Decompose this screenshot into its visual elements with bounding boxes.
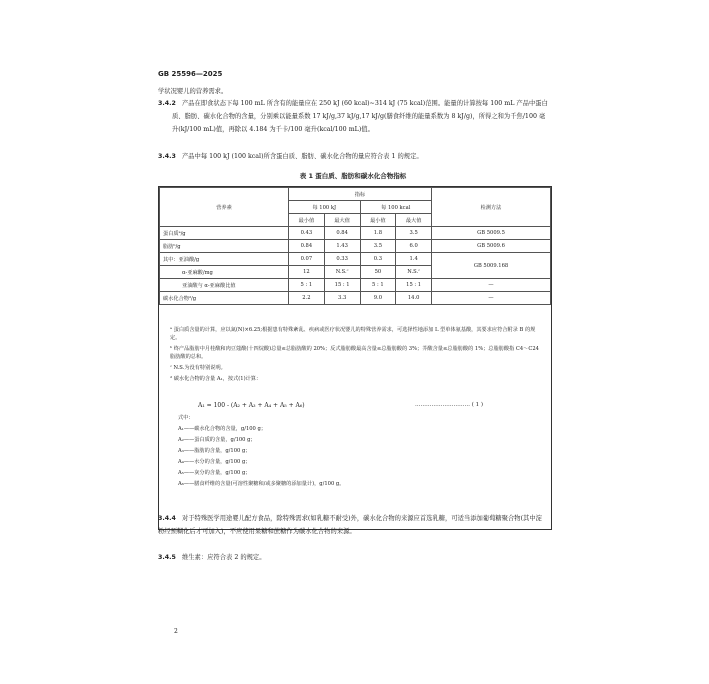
clause-3-4-3 <box>158 150 548 163</box>
cell: — <box>432 279 551 292</box>
cell: 0.07 <box>289 253 325 266</box>
clause-text: 对于特殊医学用途婴儿配方食品，除特殊需求(如乳糖不耐受)外，碳水化合物的来源应首选乳糖，可适当添加葡萄糖聚合物(其中淀粉经预糊化后才可加入)，不应使用果糖和蔗糖作为碳水化合物的来源。 <box>158 515 542 535</box>
header-indicator: 指标 <box>289 188 432 201</box>
formula-number: ………………………… ( 1 ) <box>415 402 484 408</box>
clause-number: 3.4.3 <box>158 153 176 160</box>
table-title: 表 1 蛋白质、脂肪和碳水化合物指标 <box>299 172 407 180</box>
cell: 0.84 <box>324 227 360 240</box>
cell: 蛋白质ᵃ/g <box>160 227 289 240</box>
clause-text: 产品在即食状态下每 100 mL 所含有的能量应在 250 kJ (60 kcal)~314 kJ (75 kcal)范围。能量的计算按每 100 mL 产品中蛋白质、脂肪、碳水化合物的含量，分别乘以能量系数 17 kJ/g,37 kJ/g,17 kJ/g(膳食纤维的能量系数为 8 kJ/g)，所得之和为千焦/100 毫升(kJ/100 mL)值，再除以 4.184 为千卡/100 毫升(kcal/100 mL)值。 <box>172 100 548 133</box>
cell: 15 : 1 <box>324 279 360 292</box>
clause-number: 3.4.5 <box>158 554 176 561</box>
table-notes <box>170 326 540 386</box>
table-row <box>160 279 551 292</box>
table-row <box>160 253 551 266</box>
header-per-100kj: 每 100 kJ <box>289 201 361 214</box>
cell: 脂肪ᵇ/g <box>160 240 289 253</box>
cell: 2.2 <box>289 292 325 305</box>
cell: 3.5 <box>360 240 396 253</box>
clause-number: 3.4.2 <box>158 100 176 107</box>
cell: 3.5 <box>396 227 432 240</box>
symbol-def: A₂——蛋白质的含量，g/100 g； <box>178 437 256 443</box>
symbol-def: A₅——灰分的含量，g/100 g； <box>178 470 251 476</box>
cell: 5 : 1 <box>360 279 396 292</box>
clause-3-4-2 <box>158 97 548 136</box>
intro-line: 学状况婴儿的营养需求。 <box>158 88 228 95</box>
header-min: 最小值 <box>360 214 396 227</box>
clause-text: 维生素：应符合表 2 的规定。 <box>181 554 266 561</box>
symbol-def: A₃——脂肪的含量，g/100 g； <box>178 448 251 454</box>
standard-code: GB 25596—2025 <box>158 70 223 78</box>
note-d: ᵈ 碳水化合物的含量 A₁，按式(1)计算： <box>170 376 262 382</box>
header-max: 最大值 <box>324 214 360 227</box>
table-row <box>160 292 551 305</box>
cell: 15 : 1 <box>396 279 432 292</box>
table-row <box>160 227 551 240</box>
cell: 其中：亚油酸/g <box>160 253 289 266</box>
cell: 0.84 <box>289 240 325 253</box>
cell: N.S.ᶜ <box>324 266 360 279</box>
symbol-def: A₆——膳食纤维的含量(可溶性聚糖和/或多聚糖的添加量计)，g/100 g。 <box>178 481 345 487</box>
clause-text: 产品中每 100 kJ (100 kcal)所含蛋白质、脂肪、碳水化合物的量应符合表 1 的规定。 <box>181 153 423 160</box>
cell: 1.8 <box>360 227 396 240</box>
clause-3-4-4 <box>158 512 548 538</box>
cell: 0.3 <box>360 253 396 266</box>
header-max: 最大值 <box>396 214 432 227</box>
cell: 14.0 <box>396 292 432 305</box>
cell: 12 <box>289 266 325 279</box>
cell: 50 <box>360 266 396 279</box>
cell: GB 5009.5 <box>432 227 551 240</box>
formula: A₁ = 100 - (A₂ + A₃ + A₄ + A₅ + A₆) <box>198 402 305 409</box>
header-method: 检测方法 <box>432 188 551 227</box>
cell: 5 : 1 <box>289 279 325 292</box>
nutrient-table <box>159 187 551 305</box>
cell: 1.4 <box>396 253 432 266</box>
cell: GB 5009.6 <box>432 240 551 253</box>
page-number: 2 <box>174 628 178 635</box>
cell: 1.43 <box>324 240 360 253</box>
header-per-100kcal: 每 100 kcal <box>360 201 432 214</box>
table-row <box>160 240 551 253</box>
header-nutrient: 营养素 <box>160 188 289 227</box>
note-b: ᵇ 终产品脂肪中月桂酸和肉豆蔻酸(十四烷酸)总量≤总脂肪酸的 20%；反式脂肪酸最高含量≤总脂肪酸的 3%；芥酸含量≤总脂肪酸的 1%；总脂肪酸指 C4～C24 脂肪酸的总和。 <box>170 346 539 360</box>
cell: α-亚麻酸/mg <box>160 266 289 279</box>
cell: 亚油酸与 α-亚麻酸比值 <box>160 279 289 292</box>
header-min: 最小值 <box>289 214 325 227</box>
cell: 0.43 <box>289 227 325 240</box>
cell: N.S.ᶜ <box>396 266 432 279</box>
cell: 3.3 <box>324 292 360 305</box>
where-label: 式中： <box>178 415 194 421</box>
cell: GB 5009.168 <box>432 253 551 279</box>
symbol-def: A₄——水分的含量，g/100 g； <box>178 459 251 465</box>
clause-number: 3.4.4 <box>158 515 176 522</box>
note-a: ᵃ 蛋白质含量的计算，应以氮(N)×6.25;根据患有特殊紊乱、疾病或医疗状况婴儿的特殊营养需求，可选择性地添加 L 型单体氨基酸，其要求应符合附录 B 的规定。 <box>170 327 536 341</box>
cell: 碳水化合物ᵈ/g <box>160 292 289 305</box>
clause-3-4-5 <box>158 551 548 564</box>
note-c: ᶜ N.S.为没有特别说明。 <box>170 365 226 371</box>
cell: — <box>432 292 551 305</box>
cell: 0.33 <box>324 253 360 266</box>
cell: 6.0 <box>396 240 432 253</box>
symbol-def: A₁——碳水化合物的含量，g/100 g； <box>178 426 267 432</box>
cell: 9.0 <box>360 292 396 305</box>
